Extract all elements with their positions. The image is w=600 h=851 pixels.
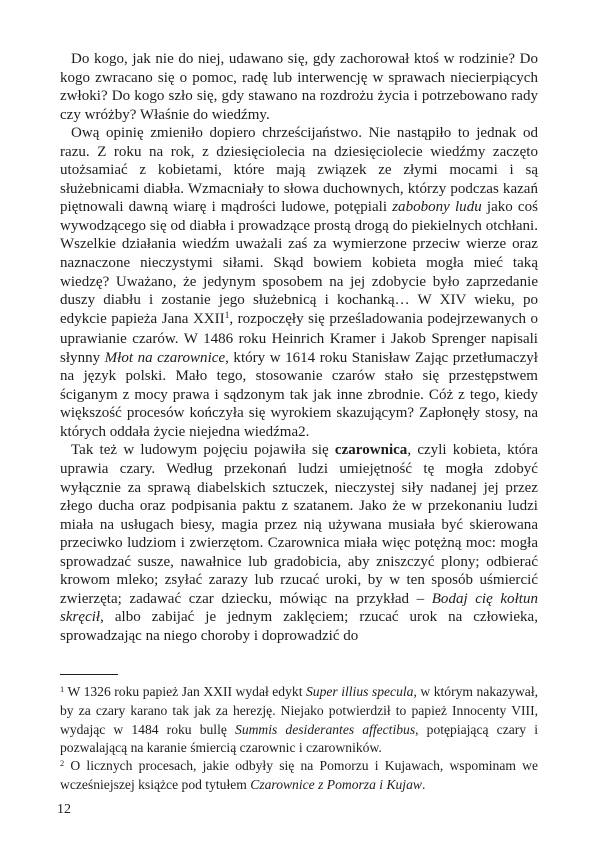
paragraph-1: Do kogo, jak nie do niej, udawano się, gdy zachorował ktoś w rodzinie? Do kogo zwracano się o pomoc, radę lub interwencję w sprawach niecierpiących zwłoki? Do kogo szło się, gdy stawano na rozdrożu życia i potrzebowano rady czy wróżby? Właśnie do wiedźmy. [60, 51, 538, 123]
paragraph-3: Tak też w ludowym pojęciu pojawiła się czarownica, czyli kobieta, która uprawia czary. Według przekonań ludzi umiejętność tę mogła zdobyć wyłącznie za sprawą diabelskich sztuczek, nieczystej siły nadanej jej przez złego ducha oraz podpisania paktu z szatanem. Jako że w przekonaniu ludzi miała na usługach biesy, magia przez nią używana musiała być skierowana przeciwko ludziom i zwierzętom. Czarownica miała więc potężną moc: mogła sprowadzać susze, nawałnice lub gradobicia, aby zniszczyć plony; odbierać krowom mleko; zsyłać zarazy lub rzucać uroki, by w ten sposób uśmiercić zwierzęta; zadawać czar dziecku, mówiąc na przykład – Bodaj cię kołtun skręcił, albo zabijać je jednym zaklęciem; rzucać urok na człowieka, sprowadzając na niego choroby i doprowadzić do [60, 442, 538, 644]
page-number: 12 [57, 802, 71, 817]
footnote-divider [60, 674, 118, 675]
paragraph-2: Ową opinię zmieniło dopiero chrześcijaństwo. Nie nastąpiło to jednak od razu. Z roku na rok, z dziesięciolecia na dziesięciolecie wiedźmy zaczęto utożsamiać z kobietami, które mają związek ze złymi mocami i są służebnicami diabła. Wzmacniały to słowa duchownych, którzy podczas kazań piętnowali dawną wiarę i mądrości ludowe, potępiali zabobony ludu jako coś wywodzącego się od diabła i prowadzące prostą drogą do piekielnych otchłani. Wszelkie działania wiedźm uważali zaś za wymierzone przeciw wierze oraz naznaczone nieczystymi siłami. Skąd bowiem kobieta mogła mieć taką wiedzę? Uważano, że jedynym sposobem na jej zdobycie było zaprzedanie duszy diabłu i zostanie jego służebnicą i kochanką… W XIV wieku, po edykcie papieża Jana XXII$^1$, rozpoczęły się prześladowania podejrzewanych o uprawianie czarów. W 1486 roku Heinrich Kramer i Jakob Sprenger napisali słynny Młot na czarownice, który w 1614 roku Stanisław Zając przetłumaczył na język polski. Mało tego, stosowanie czarów stało się przestępstwem ściganym z mocy prawa i sądzonym tak jak inne zbrodnie. Cóż z tego, kiedy większość procesów kończyła się wyrokiem skazującym? Zapłonęły stosy, na których oddała życie niejedna wiedźma2. [60, 125, 538, 440]
footnote-2: $^2$ O licznych procesach, jakie odbyły się na Pomorzu i Kujawach, wspominam we wcześniejszej książce pod tytułem Czarownice z Pomorza i Kujaw. [60, 758, 538, 793]
footnotes-block [60, 683, 538, 795]
main-text-block [60, 50, 538, 646]
footnote-1: $^1$ W 1326 roku papież Jan XXII wydał edykt Super illius specula, w którym nakazywał, by za czary karano tak jak za herezję. Niejako potwierdził to papież Innocenty VIII, wydając w 1484 roku bullę Summis desiderantes affectibus, potępiającą czary i pozwalającą na karanie śmiercią czarownic i czarowników. [60, 684, 539, 755]
